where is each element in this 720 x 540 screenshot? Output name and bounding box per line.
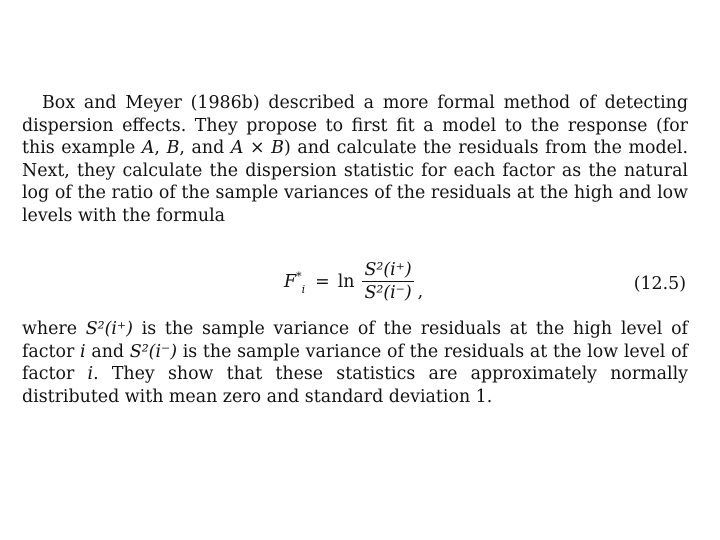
- fraction: [362, 260, 413, 303]
- equation-number: (12.5): [633, 274, 686, 294]
- text-run: is the sample variance of the residuals at the low level of factor: [22, 341, 688, 384]
- fraction-denominator: S²(i⁻): [364, 283, 412, 303]
- fraction-numerator: S²(i⁺): [364, 260, 412, 280]
- text-run: Box and Meyer (1986b) described a more formal method of detecting dispersion effects. They propose to first fit a model to the response (for this example: [22, 93, 688, 158]
- lhs-base: F: [284, 271, 297, 292]
- equation-lhs: [284, 269, 306, 296]
- lhs-subscript: i: [301, 282, 306, 296]
- lhs-superscript: *: [296, 269, 302, 283]
- text-run: and: [85, 341, 130, 362]
- equals-sign: =: [315, 271, 330, 292]
- s2-plus: S²(i⁺): [85, 319, 133, 339]
- text-run: where: [22, 319, 86, 339]
- factor-a: A: [141, 138, 155, 158]
- equation-comma: ,: [417, 281, 424, 302]
- text-run: ,: [154, 138, 167, 158]
- factor-i: i: [80, 341, 86, 362]
- interaction-axb: A × B: [230, 138, 284, 158]
- text-run: ) and calculate the residuals from the model. Next, they calculate the dispersion statistic for each factor as the natural log of the ratio of the sample variances of the residuals at the high and low levels with the formula: [22, 138, 688, 226]
- factor-b: B: [166, 138, 180, 158]
- text-run: , and: [179, 138, 231, 158]
- text-run: . They show that these statistics are approximately normally distributed with mean zero and standard deviation 1.: [22, 364, 688, 407]
- equation-body: [284, 260, 423, 303]
- s2-minus: S²(i⁻): [129, 341, 177, 362]
- equation-12-5: [22, 256, 688, 312]
- factor-i: i: [87, 364, 94, 384]
- ln-operator: ln: [337, 271, 355, 292]
- text-run: is the sample variance of the residuals at the high level of factor: [22, 319, 688, 362]
- paragraph-dispersion-method: [22, 92, 688, 227]
- paragraph-variance-explanation: [22, 318, 688, 408]
